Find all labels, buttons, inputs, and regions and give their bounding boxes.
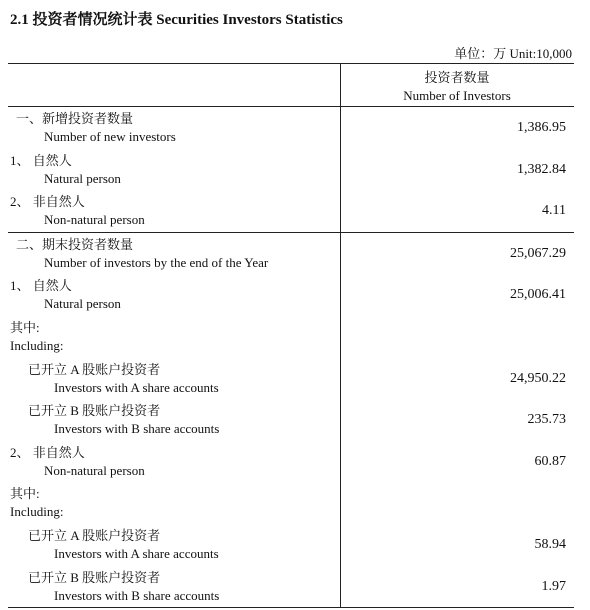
row-label-cn: 已开立 A 股账户投资者 — [28, 528, 161, 543]
statistics-table — [8, 63, 574, 608]
page-title: 2.1 投资者情况统计表 Securities Investors Statistics — [10, 12, 343, 28]
row-label-en: Non-natural person — [44, 212, 145, 227]
table-row — [8, 566, 574, 608]
including-label-cn: 其中: — [10, 486, 40, 501]
row-label-cn: 1、 自然人 — [10, 152, 72, 168]
row-label-en: Investors with A share accounts — [54, 379, 219, 395]
row-label-cn: 已开立 B 股账户投资者 — [28, 403, 161, 418]
table-row — [8, 316, 574, 337]
row-value: 1,386.95 — [517, 120, 566, 135]
including-label-en: Including: — [10, 504, 64, 519]
table-row — [8, 399, 574, 441]
row-label-en: Natural person — [44, 170, 121, 186]
row-label-en: Investors with A share accounts — [54, 546, 219, 561]
table-row — [8, 358, 574, 400]
row-value: 235.73 — [527, 412, 566, 427]
table-row — [8, 149, 574, 191]
row-label-en: Number of new investors — [44, 129, 176, 144]
row-label-en: Investors with B share accounts — [54, 587, 220, 603]
table-row — [8, 274, 574, 316]
row-value: 24,950.22 — [510, 370, 566, 386]
row-label-cn: 2、 非自然人 — [10, 194, 85, 209]
row-label-en: Number of investors by the end of the Year — [44, 254, 269, 270]
row-value: 4.11 — [542, 203, 566, 218]
row-label-cn: 2、 非自然人 — [10, 444, 85, 460]
table-row — [8, 503, 574, 524]
row-label-cn: 已开立 A 股账户投资者 — [28, 361, 161, 377]
row-value: 1,382.84 — [517, 161, 566, 177]
row-value: 1.97 — [541, 578, 566, 594]
row-label-cn: 一、新增投资者数量 — [16, 111, 134, 126]
table-row — [8, 482, 574, 503]
header-en: Number of Investors — [403, 88, 511, 103]
table-row — [8, 441, 574, 483]
row-label-en: Investors with B share accounts — [54, 421, 220, 436]
table-row — [8, 524, 574, 566]
table-row — [8, 190, 574, 232]
row-value: 58.94 — [534, 537, 566, 552]
row-value: 25,067.29 — [510, 245, 566, 261]
including-label-en: Including: — [10, 337, 64, 353]
row-label-cn: 二、期末投资者数量 — [16, 236, 134, 252]
table-row — [8, 337, 574, 358]
including-label-cn: 其中: — [10, 319, 40, 335]
header-cn: 投资者数量 — [424, 70, 490, 85]
row-value: 25,006.41 — [510, 287, 566, 302]
unit-label: 单位：万 Unit:10,000 — [454, 46, 572, 61]
table-header — [8, 64, 574, 107]
row-label-cn: 已开立 B 股账户投资者 — [28, 569, 161, 585]
section-new-investors — [8, 107, 574, 233]
section-period-end-investors — [8, 233, 574, 608]
row-label-en: Natural person — [44, 296, 121, 311]
row-label-en: Non-natural person — [44, 462, 145, 478]
table-row — [8, 233, 574, 275]
row-label-cn: 1、 自然人 — [10, 278, 72, 293]
table-row — [8, 107, 574, 149]
row-value: 60.87 — [534, 453, 566, 469]
